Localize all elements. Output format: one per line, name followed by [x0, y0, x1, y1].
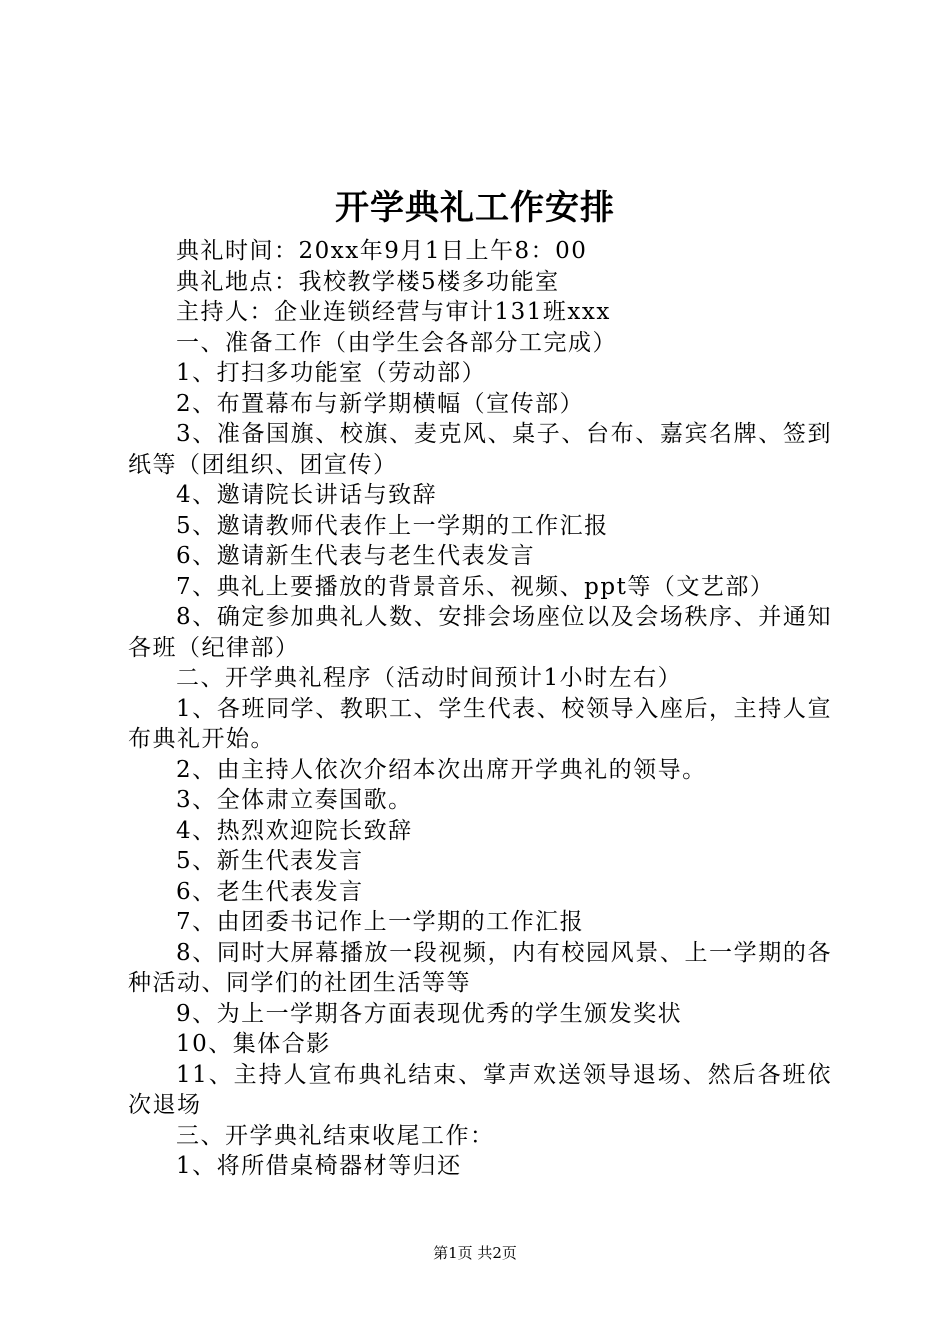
list-item: 2、由主持人依次介绍本次出席开学典礼的领导。: [176, 756, 707, 783]
list-item: 11、主持人宣布典礼结束、掌声欢送领导退场、然后各班依次退场: [128, 1061, 832, 1118]
paragraph: 主持人：企业连锁经营与审计131班xxx: [176, 299, 611, 325]
list-item: 5、邀请教师代表作上一学期的工作汇报: [176, 512, 609, 539]
list-item: 8、确定参加典礼人数、安排会场座位以及会场秩序、并通知各班（纪律部）: [128, 604, 832, 661]
list-item: 6、邀请新生代表与老生代表发言: [176, 543, 536, 569]
list-item: 9、为上一学期各方面表现优秀的学生颁发奖状: [176, 1000, 683, 1027]
section-heading: 二、开学典礼程序（活动时间预计1小时左右）: [176, 665, 683, 691]
list-item: 8、同时大屏幕播放一段视频，内有校园风景、上一学期的各种活动、同学们的社团生活等等: [128, 939, 832, 996]
list-item: 5、新生代表发言: [176, 848, 364, 874]
section-heading: 三、开学典礼结束收尾工作：: [176, 1122, 495, 1149]
list-item: 7、由团委书记作上一学期的工作汇报: [176, 909, 585, 935]
list-item: 10、集体合影: [176, 1031, 331, 1057]
list-item: 7、典礼上要播放的背景音乐、视频、ppt等（文艺部）: [176, 573, 775, 600]
list-item: 1、将所借桌椅器材等归还: [176, 1153, 462, 1179]
list-item: 1、各班同学、教职工、学生代表、校领导入座后，主持人宣布典礼开始。: [128, 695, 832, 752]
paragraph: 典礼时间：20xx年9月1日上午8：00: [176, 238, 588, 264]
document-title: 开学典礼工作安排: [335, 188, 615, 228]
paragraph: 典礼地点：我校教学楼5楼多功能室: [176, 268, 560, 295]
section-heading: 一、准备工作（由学生会各部分工完成）: [176, 329, 617, 356]
list-item: 1、打扫多功能室（劳动部）: [176, 360, 487, 386]
list-item: 6、老生代表发言: [176, 878, 364, 905]
page-footer: 第1页 共2页: [433, 1244, 517, 1262]
list-item: 3、全体肃立奏国歌。: [176, 787, 413, 813]
document-body: [128, 236, 832, 1182]
list-item: 4、邀请院长讲话与致辞: [176, 482, 438, 508]
list-item: 2、布置幕布与新学期横幅（宣传部）: [176, 390, 585, 417]
list-item: 3、准备国旗、校旗、麦克风、桌子、台布、嘉宾名牌、签到纸等（团组织、团宣传）: [128, 421, 832, 478]
list-item: 4、热烈欢迎院长致辞: [176, 817, 413, 844]
